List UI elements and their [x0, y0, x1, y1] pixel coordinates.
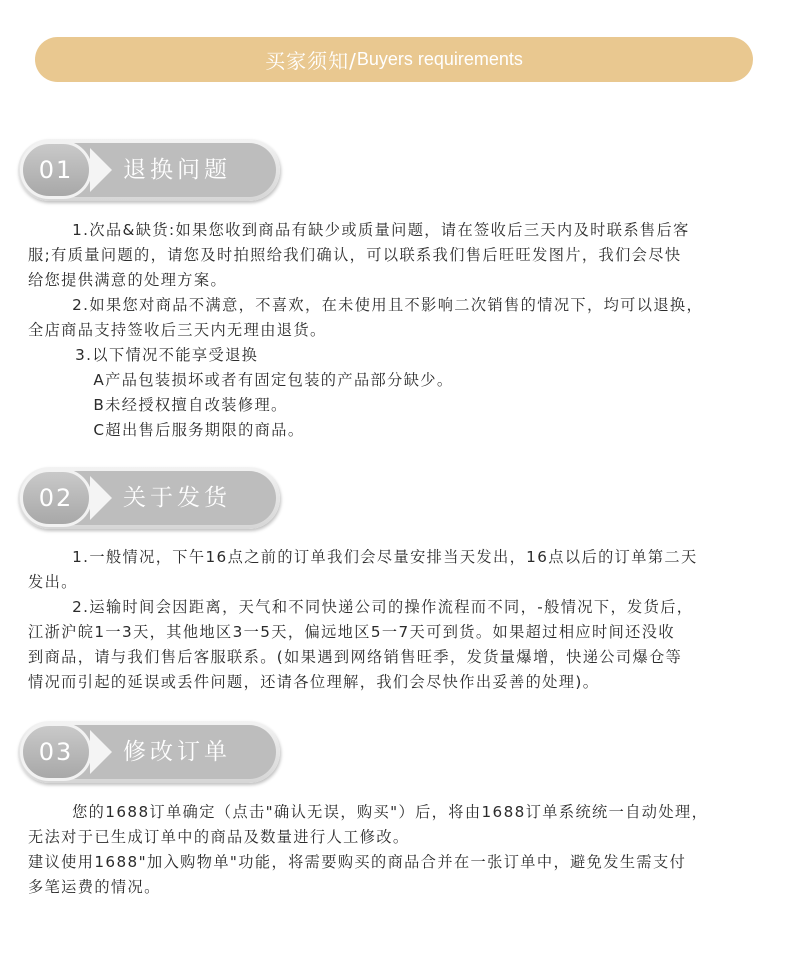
- section-number-badge: 03: [20, 723, 92, 781]
- text-line: A产品包装损坏或者有固定包装的产品部分缺少。: [93, 371, 454, 389]
- arrow-right-icon: [90, 148, 112, 192]
- text-line: 江浙沪皖1一3天，其他地区3一5天，偏远地区5一7天可到货。如果超过相应时间还没收: [28, 623, 675, 641]
- section-header-returns: [18, 139, 280, 201]
- text-line: 到商品，请与我们售后客服联系。(如果遇到网络销售旺季，发货量爆增，快递公司爆仓等: [28, 648, 683, 666]
- text-line: 全店商品支持签收后三天内无理由退货。: [28, 321, 327, 339]
- buyers-requirements-banner: [35, 37, 753, 82]
- section-title: 修改订单: [123, 739, 231, 765]
- text-line: 1.次品&缺货:如果您收到商品有缺少或质量问题，请在签收后三天内及时联系售后客: [72, 221, 690, 239]
- text-line: 1.一般情况，下午16点之前的订单我们会尽量安排当天发出，16点以后的订单第二天: [72, 548, 698, 566]
- text-line: 3.以下情况不能享受退换: [75, 346, 259, 364]
- banner-title-en: Buyers requirements: [356, 49, 523, 69]
- text-line: 服;有质量问题的，请您及时拍照给我们确认，可以联系我们售后旺旺发图片，我们会尽快: [28, 246, 682, 264]
- section-title: 关于发货: [123, 485, 231, 511]
- text-line: 您的1688订单确定（点击"确认无误，购买"）后，将由1688订单系统统一自动处理，: [72, 803, 709, 821]
- text-line: 2.运输时间会因距离，天气和不同快递公司的操作流程而不同，-般情况下，发货后，: [72, 598, 694, 616]
- text-line: 无法对于已生成订单中的商品及数量进行人工修改。: [28, 828, 410, 846]
- text-line: B未经授权擅自改装修理。: [93, 396, 288, 414]
- arrow-right-icon: [90, 730, 112, 774]
- section-header-shipping: [18, 467, 280, 529]
- section-number-badge: 01: [20, 141, 92, 199]
- text-line: 情况而引起的延误或丢件问题，还请各位理解，我们会尽快作出妥善的处理)。: [28, 673, 600, 691]
- section-body-returns: [28, 218, 780, 443]
- section-body-shipping: [28, 545, 780, 695]
- text-line: 发出。: [28, 573, 78, 591]
- section-title: 退换问题: [123, 157, 231, 183]
- text-line: 多笔运费的情况。: [28, 878, 161, 896]
- text-line: 给您提供满意的处理方案。: [28, 271, 228, 289]
- arrow-right-icon: [90, 476, 112, 520]
- text-line: 2.如果您对商品不满意，不喜欢，在未使用且不影响二次销售的情况下，均可以退换，: [72, 296, 704, 314]
- text-line: 建议使用1688"加入购物单"功能，将需要购买的商品合并在一张订单中，避免发生需支付: [28, 853, 687, 871]
- banner-title-cn: 买家须知/: [265, 49, 357, 73]
- section-header-modify-order: [18, 721, 280, 783]
- section-body-modify-order: [28, 800, 780, 900]
- section-number-badge: 02: [20, 469, 92, 527]
- text-line: C超出售后服务期限的商品。: [93, 421, 305, 439]
